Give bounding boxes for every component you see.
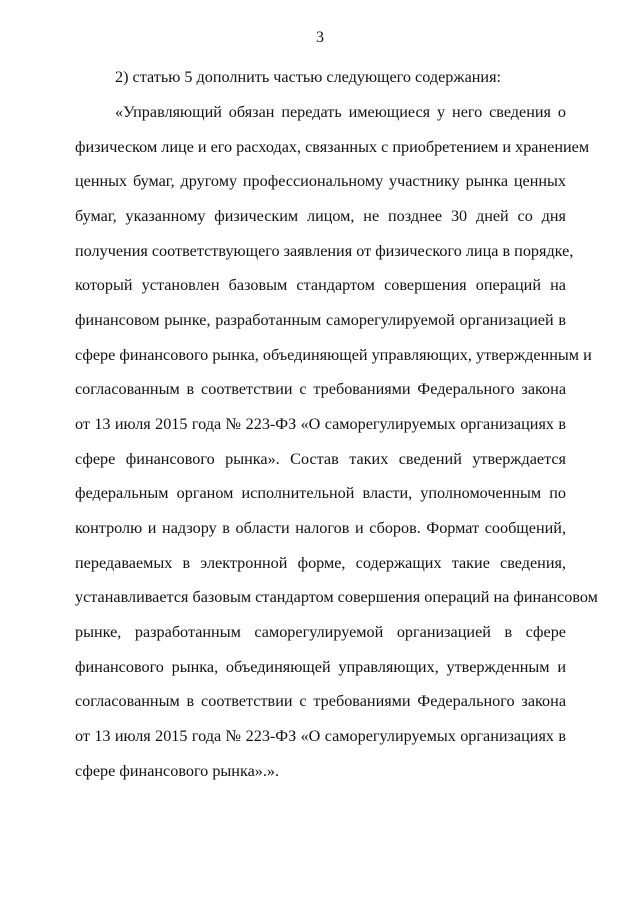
paragraph-line: согласованным в соответствии с требованиями Федерального закона <box>75 380 566 398</box>
paragraph-line: от 13 июля 2015 года № 223-ФЗ «О саморегулируемых организациях в <box>75 415 566 433</box>
paragraph-line: финансового рынка, объединяющей управляющих, утвержденным и <box>75 658 566 676</box>
paragraph-line: устанавливается базовым стандартом совершения операций на финансовом <box>75 588 598 606</box>
paragraph-line: физическом лице и его расходах, связанных с приобретением и хранением <box>75 138 590 156</box>
paragraph-line: «Управляющий обязан передать имеющиеся у него сведения о <box>115 103 566 121</box>
page-number: 3 <box>316 29 324 46</box>
paragraph-line: контролю и надзору в области налогов и сборов. Формат сообщений, <box>75 519 566 537</box>
paragraph-line: бумаг, указанному физическим лицом, не позднее 30 дней со дня <box>75 207 566 225</box>
paragraph-line: получения соответствующего заявления от физического лица в порядке, <box>75 242 574 260</box>
amendment-intro-line: 2) статью 5 дополнить частью следующего содержания: <box>115 68 502 86</box>
paragraph-last-line: сфере финансового рынка».». <box>75 762 280 780</box>
paragraph-line: федеральным органом исполнительной власти, уполномоченным по <box>75 484 566 502</box>
paragraph-line: от 13 июля 2015 года № 223-ФЗ «О саморегулируемых организациях в <box>75 727 566 745</box>
paragraph-line: согласованным в соответствии с требованиями Федерального закона <box>75 692 566 710</box>
paragraph-line: рынке, разработанным саморегулируемой организацией в сфере <box>75 623 566 641</box>
paragraph-line: сфере финансового рынка». Состав таких сведений утверждается <box>75 450 566 468</box>
paragraph-line: сфере финансового рынка, объединяющей управляющих, утвержденным и <box>75 346 592 364</box>
paragraph-line: который установлен базовым стандартом совершения операций на <box>75 276 566 294</box>
paragraph-line: передаваемых в электронной форме, содержащих такие сведения, <box>75 554 566 572</box>
paragraph-line: ценных бумаг, другому профессиональному участнику рынка ценных <box>75 172 566 190</box>
paragraph-line: финансовом рынке, разработанным саморегулируемой организацией в <box>75 311 566 329</box>
